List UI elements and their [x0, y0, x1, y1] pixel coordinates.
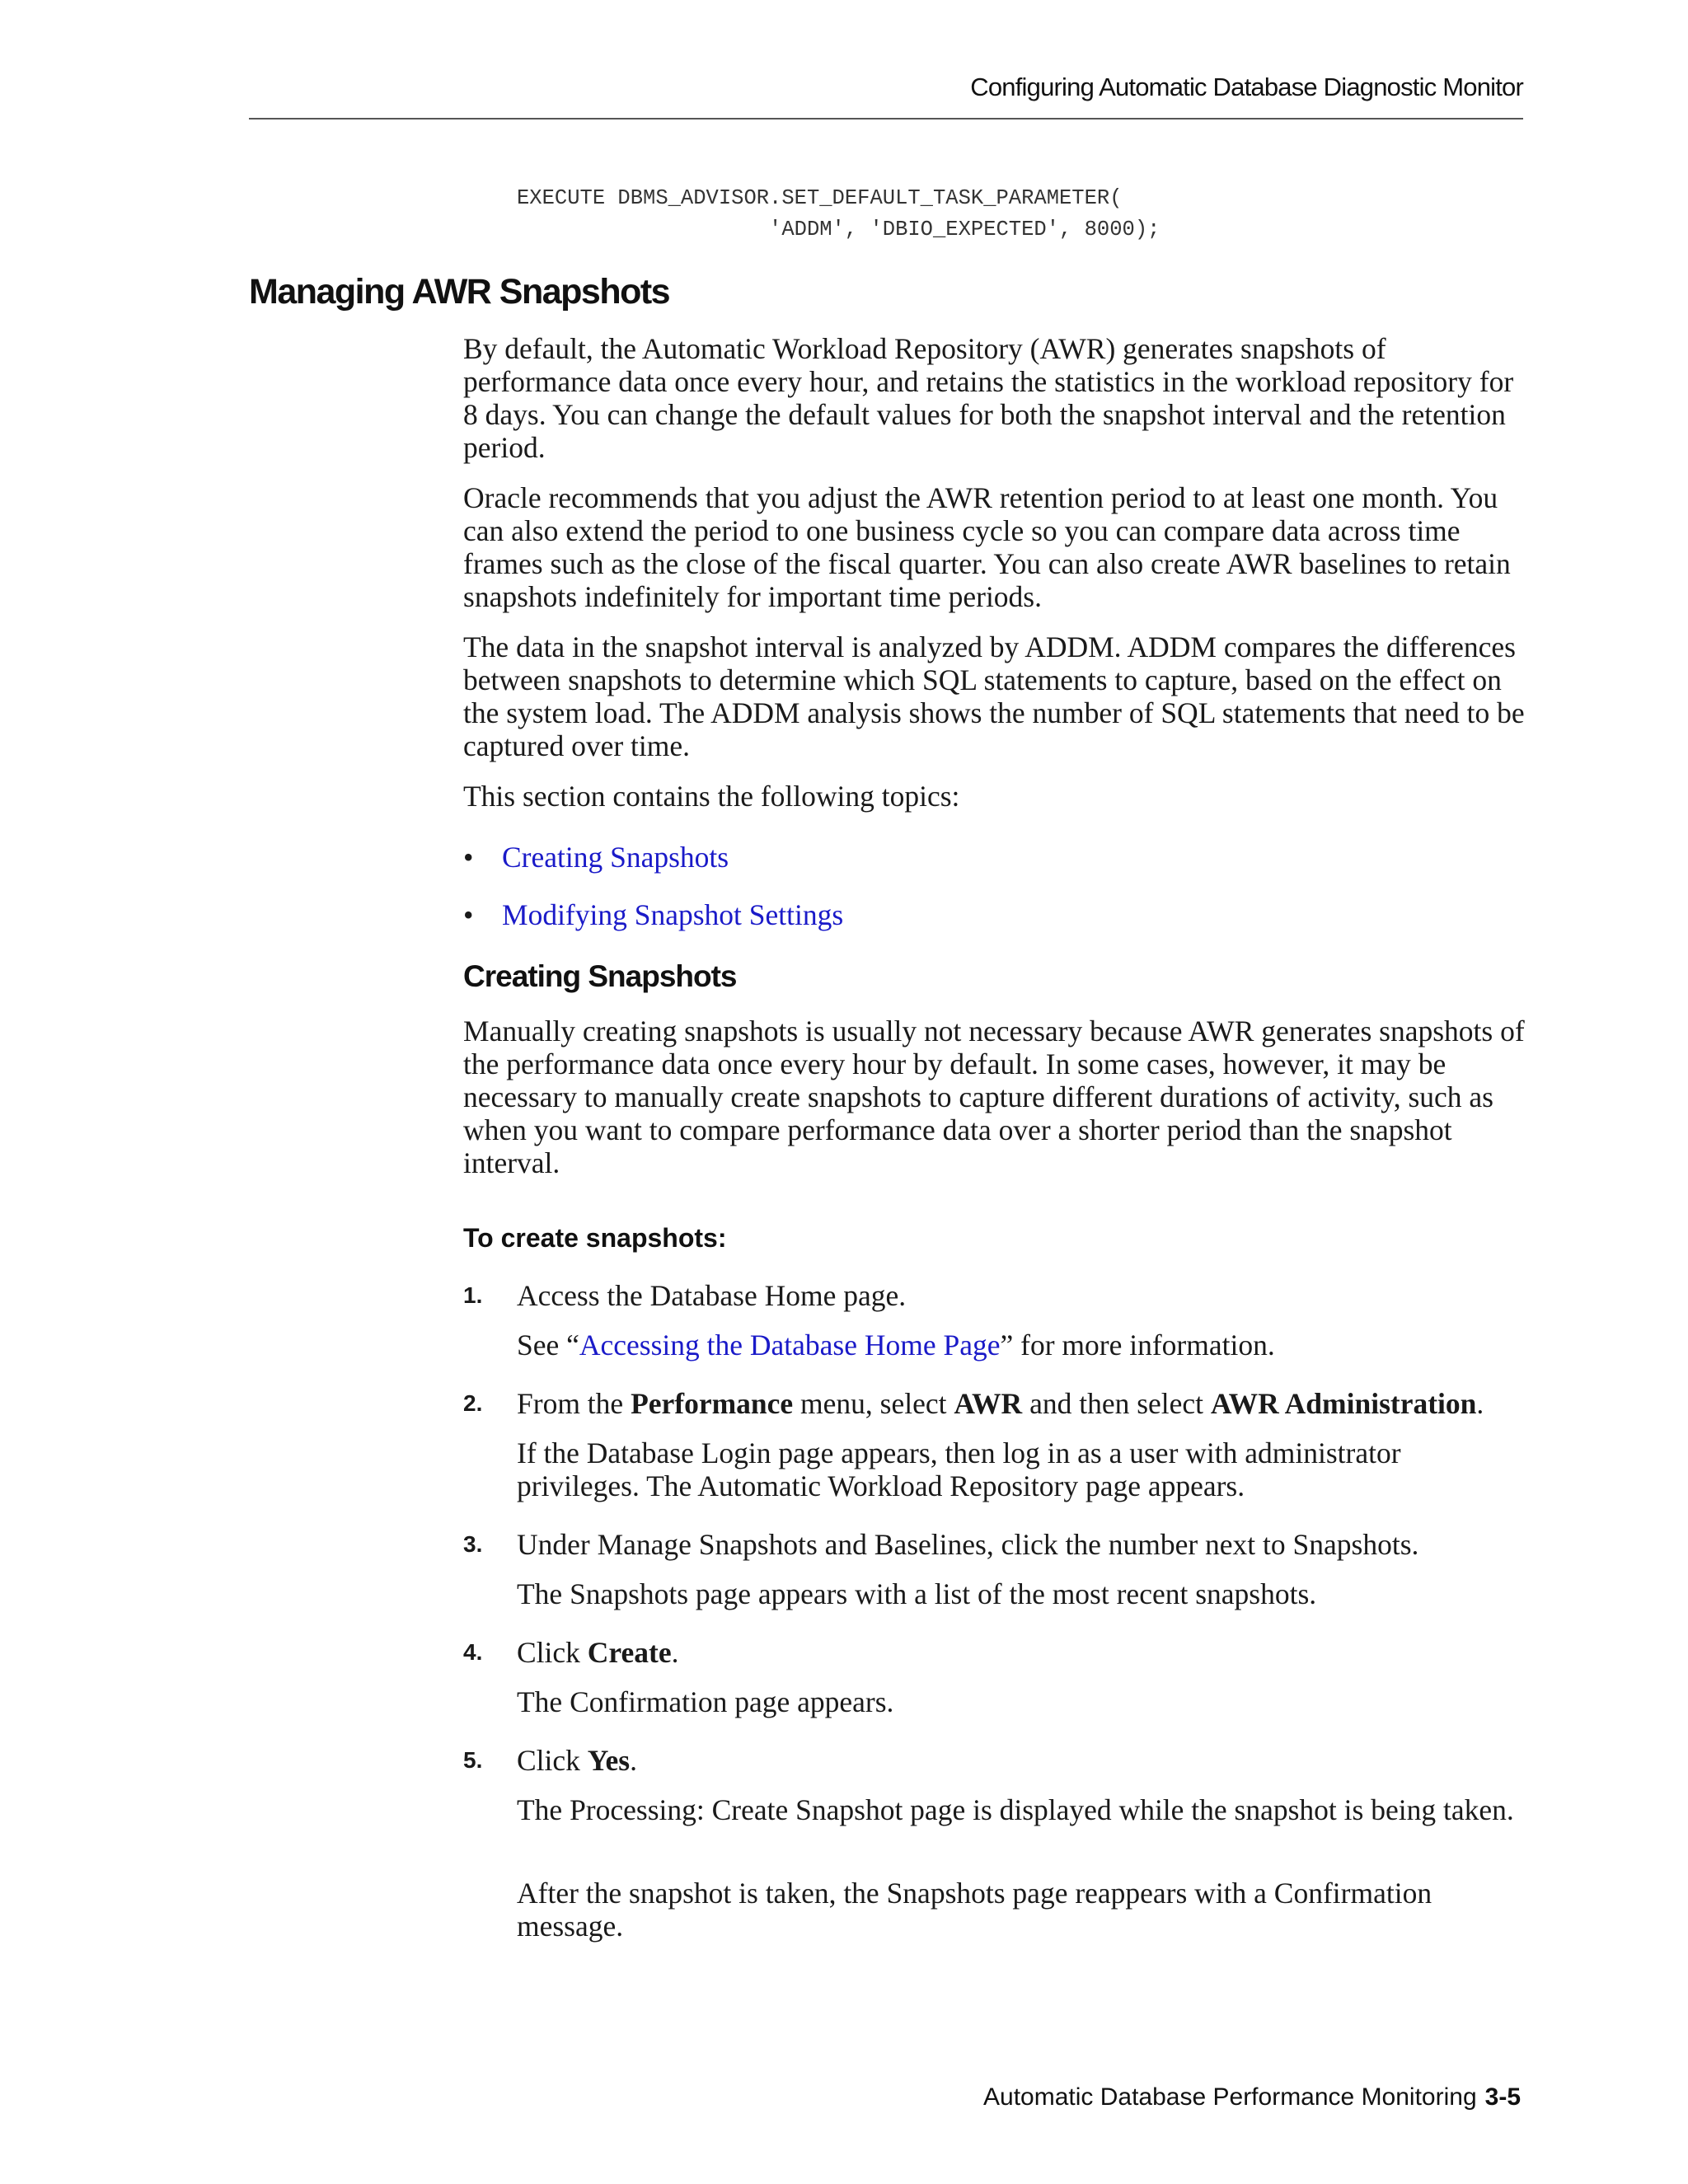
step-number: 1.: [463, 1282, 483, 1308]
step-text: From the Performance menu, select AWR and then select AWR Administration.: [517, 1387, 1484, 1420]
running-header: Configuring Automatic Database Diagnostic Monitor: [970, 73, 1523, 101]
step-text: Access the Database Home page.: [517, 1279, 907, 1312]
subsection-title: Creating Snapshots: [463, 959, 737, 993]
step-note: If the Database Login page appears, then log in as a user with administrator privileges. The Automatic Workload Repository page appears.: [517, 1436, 1401, 1502]
link-modifying-snapshot-settings[interactable]: Modifying Snapshot Settings: [502, 898, 844, 931]
step-text: Click Yes.: [517, 1744, 637, 1777]
step-text: Click Create.: [517, 1636, 679, 1669]
menu-name: Performance: [631, 1387, 794, 1420]
header-rule: [249, 118, 1523, 120]
code-block: [517, 183, 1160, 246]
step-note: The Snapshots page appears with a list of the most recent snapshots.: [517, 1577, 1317, 1610]
step-number: 3.: [463, 1531, 483, 1557]
menu-item: AWR: [954, 1387, 1023, 1420]
section-title: Managing AWR Snapshots: [249, 272, 670, 312]
page-number: 3-5: [1484, 2083, 1521, 2111]
step-note: The Processing: Create Snapshot page is displayed while the snapshot is being taken.: [517, 1793, 1514, 1826]
code-line: 'ADDM', 'DBIO_EXPECTED', 8000);: [517, 218, 1160, 241]
code-line: EXECUTE DBMS_ADVISOR.SET_DEFAULT_TASK_PARAMETER(: [517, 186, 1123, 210]
bullet-icon: •: [463, 841, 474, 874]
step-number: 4.: [463, 1639, 483, 1665]
step-note: See “Accessing the Database Home Page” for more information.: [517, 1329, 1275, 1361]
step-text: Under Manage Snapshots and Baselines, click the number next to Snapshots.: [517, 1528, 1419, 1561]
page-footer: [983, 2083, 1521, 2111]
procedure-title: To create snapshots:: [463, 1223, 727, 1253]
step-note: After the snapshot is taken, the Snapshots page reappears with a Confirmation message.: [517, 1877, 1432, 1943]
subsection-paragraph: Manually creating snapshots is usually not necessary because AWR generates snapshots of the performance data once every hour by default. In some cases, however, it may be necessary to manually create snapshots to capture different durations of activity, such as when you want to compare performance data over a shorter period than the snapshot interval.: [463, 1015, 1525, 1179]
step-number: 5.: [463, 1747, 483, 1773]
button-name: Create: [587, 1636, 672, 1669]
book-title: Automatic Database Performance Monitoring: [983, 2083, 1477, 2111]
menu-item: AWR Administration: [1210, 1387, 1477, 1420]
step-number: 2.: [463, 1390, 483, 1416]
addm-paragraph: The data in the snapshot interval is analyzed by ADDM. ADDM compares the differences between snapshots to determine which SQL statements to capture, based on the effect on the system load. The ADDM analysis shows the number of SQL statements that need to be captured over time.: [463, 630, 1525, 762]
link-creating-snapshots[interactable]: Creating Snapshots: [502, 841, 729, 874]
link-accessing-database-home-page[interactable]: Accessing the Database Home Page: [579, 1329, 1001, 1361]
recommendation-paragraph: Oracle recommends that you adjust the AWR retention period to at least one month. You can also extend the period to one business cycle so you can compare data across time frames such as the close of the fiscal quarter. You can also create AWR baselines to retain snapshots indefinitely for important time periods.: [463, 481, 1511, 613]
step-note: The Confirmation page appears.: [517, 1685, 894, 1718]
bullet-icon: •: [463, 898, 474, 931]
topics-intro: This section contains the following topics:: [463, 780, 960, 813]
button-name: Yes: [587, 1744, 631, 1777]
intro-paragraph: By default, the Automatic Workload Repository (AWR) generates snapshots of performance data once every hour, and retains the statistics in the workload repository for 8 days. You can change the default values for both the snapshot interval and the retention period.: [463, 332, 1514, 464]
